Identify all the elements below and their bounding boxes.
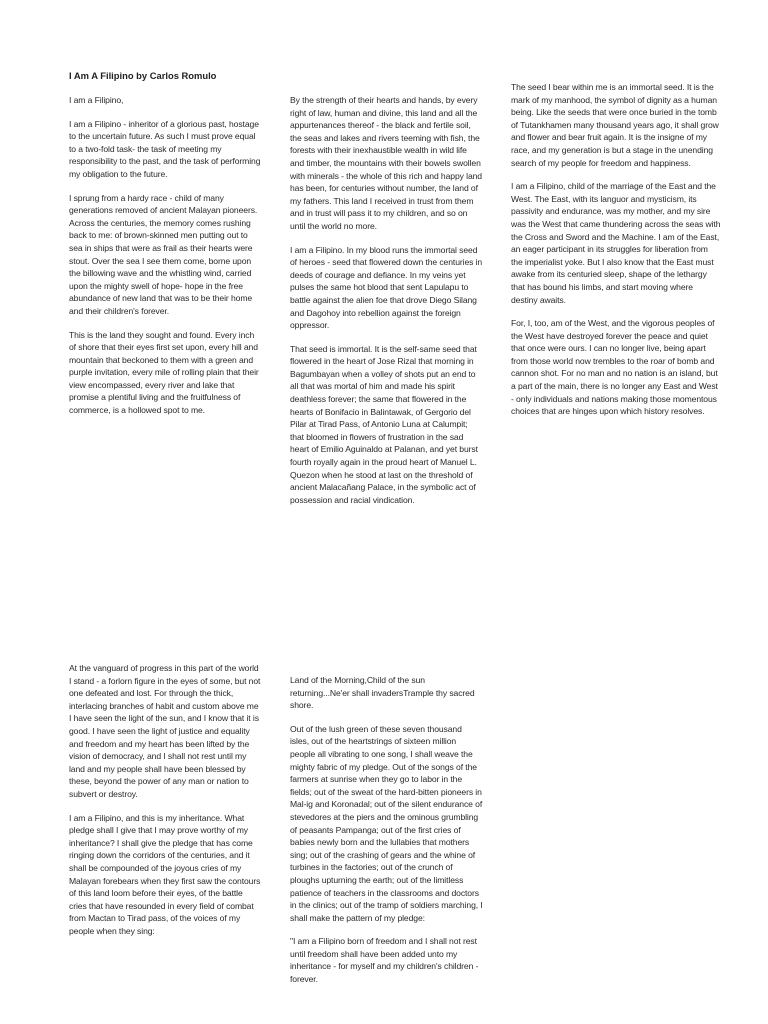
column-3 (511, 81, 721, 429)
paragraph: By the strength of their hearts and hands, by every right of law, human and divine, this land and all the appurtenances thereof - the black and fertile soil, the seas and lakes and rivers teeming with fish, the forests with their inexhaustible wealth in wild life and timber, the mountains with their bowels swollen with minerals - the whole of this rich and happy land has been, for centuries without number, the land of my fathers. This land I received in trust from them and in trust will pass it to my children, and so on until the world no more. (290, 95, 482, 231)
paragraph: That seed is immortal. It is the self-same seed that flowered in the heart of Jose Rizal that morning in Bagumbayan when a volley of shots put an end to all that was mortal of him and made his spirit deathless forever; the same that flowered in the hearts of Bonifacio in Balintawak, of Gergorio del Pilar at Tirad Pass, of Antonio Luna at Calumpit; that bloomed in flowers of frustration in the sad heart of Emilio Aguinaldo at Palanan, and yet burst fourth royally again in the proud heart of Manuel L. Quezon when he stood at last on the threshold of ancient Malacañang Palace, in the symbolic act of possession and racial vindication. (290, 343, 478, 505)
paragraph: I sprung from a hardy race - child of many generations removed of ancient Malayan pioneers. Across the centuries, the memory comes rushing back to me: of brown-skinned men putting out to sea in ships that were as frail as their hearts were stout. Over the sea I see them come, borne upon the billowing wave and the whistling wind, carried upon the mighty swell of hope- hope in the free abundance of new land that was to be their home and their children's forever. (69, 192, 258, 316)
column-5 (290, 674, 483, 997)
paragraph: I am a Filipino. In my blood runs the immortal seed of heroes - seed that flowered down the centuries in deeds of courage and defiance. In my veins yet pulses the same hot blood that sent Lapulapu to battle against the alien foe that drove Diego Silang and Dagohoy into rebellion against the foreign oppressor. (290, 244, 483, 331)
paragraph: I am a Filipino - inheritor of a glorious past, hostage to the uncertain future. As such I must prove equal to a two-fold task- the task of meeting my responsibility to the past, and the task of performing my obligation to the future. (69, 118, 261, 179)
paragraph: The seed I bear within me is an immortal seed. It is the mark of my manhood, the symbol of dignity as a human being. Like the seeds that were once buried in the tomb of Tutankhamen many thousand years ago, it shall grow and flower and bear fruit again. It is the insigne of my race, and my generation is but a stage in the unending search of my people for freedom and happiness. (511, 82, 719, 168)
paragraph: Land of the Morning,Child of the sun returning...Ne'er shall invadersTrample thy sacred shore. (290, 675, 475, 711)
paragraph: I am a Filipino, (69, 95, 124, 105)
column-4 (69, 662, 262, 948)
paragraph: At the vanguard of progress in this part of the world I stand - a forlorn figure in the eyes of some, but not one defeated and lost. For through the thick, interlacing branches of habit and custom above me I have seen the light of the sun, and I know that it is good. I have seen the light of justice and equality and freedom and my heart has been lifted by the vision of democracy, and I shall not rest until my land and my people shall have been blessed by these, beyond the power of any man or nation to subvert or destroy. (69, 663, 261, 799)
document-title: I Am A Filipino by Carlos Romulo (69, 70, 217, 81)
paragraph: Out of the lush green of these seven thousand isles, out of the heartstrings of sixteen million people all vibrating to one song, I shall weave the mighty fabric of my pledge. Out of the songs of the farmers at sunrise when they go to labor in the fields; out of the sweat of the hard-bitten pioneers in Mal-ig and Koronadal; out of the silent endurance of stevedores at the piers and the ominous grumbling of peasants Pampanga; out of the first cries of babies newly born and the lullabies that mothers sing; out of the crashing of gears and the whine of turbines in the factories; out of the crunch of ploughs upturning the earth; out of the limitless patience of teachers in the classrooms and doctors in the clinics; out of the tramp of soldiers marching, I shall make the pattern of my pledge: (290, 723, 483, 923)
paragraph: "I am a Filipino born of freedom and I shall not rest until freedom shall have been added unto my inheritance - for myself and my children's children - forever. (290, 936, 479, 985)
column-2 (290, 94, 483, 517)
paragraph: I am a Filipino, and this is my inheritance. What pledge shall I give that I may prove worthy of my inheritance? I shall give the pledge that has come ringing down the corridors of the centuries, and it shall be compounded of the joyous cries of my Malayan forebears when they first saw the contours of this land loom before their eyes, of the battle cries that have resounded in every field of combat from Mactan to Tirad pass, of the voices of my people when they sing: (69, 812, 261, 936)
paragraph: I am a Filipino, child of the marriage of the East and the West. The East, with its languor and mysticism, its passivity and endurance, was my mother, and my sire was the West that came thundering across the seas with the Cross and Sword and the Machine. I am of the East, an eager participant in its struggles for liberation from the imperialist yoke. But I also know that the East must awake from its centuried sleep, shape of the lethargy that has bound his limbs, and start moving where destiny awaits. (511, 181, 721, 305)
column-1 (69, 94, 262, 428)
paragraph: This is the land they sought and found. Every inch of shore that their eyes first set upon, every hill and mountain that beckoned to them with a green and purple invitation, every mile of rolling plain that their view encompassed, every river and lake that promise a plentiful living and the fruitfulness of commerce, is a hollowed spot to me. (69, 329, 259, 416)
paragraph: For, I, too, am of the West, and the vigorous peoples of the West have destroyed forever the peace and quiet that once were ours. I can no longer live, being apart from those world now trembles to the roar of bomb and cannon shot. For no man and no nation is an island, but a part of the main, there is no longer any East and West - only individuals and nations making those momentous choices that are hinges upon which history resolves. (511, 318, 718, 417)
